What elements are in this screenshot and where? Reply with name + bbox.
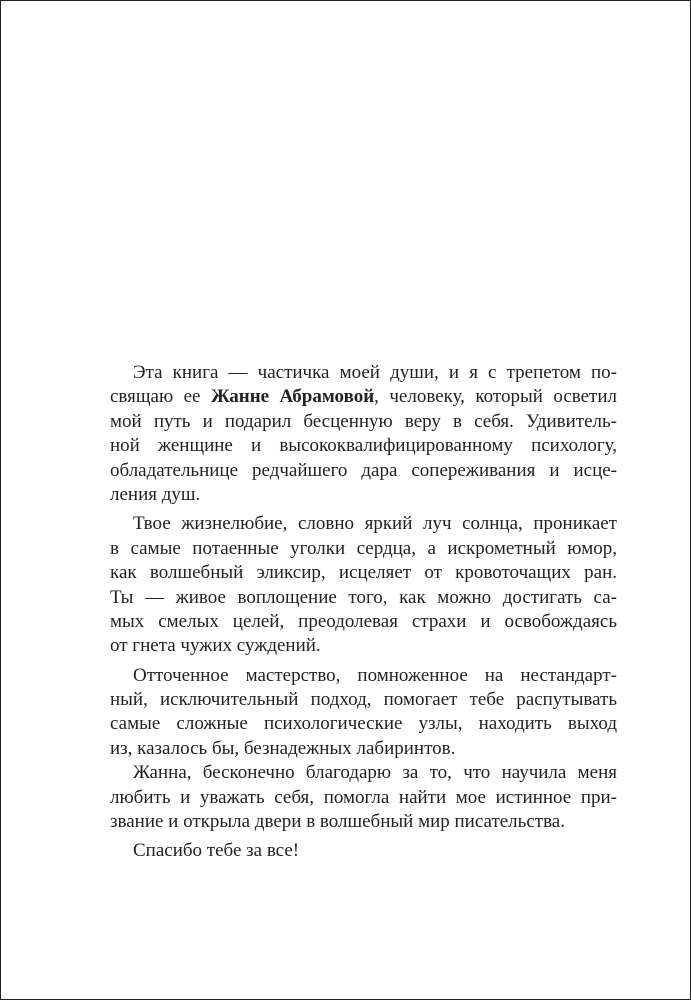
paragraph-line: Эта книга — частичка моей души, и я с трепетом по- (133, 362, 617, 383)
paragraph-line (110, 385, 617, 409)
paragraph-line: ления душ. (110, 483, 201, 505)
paragraph-line: любить и уважать себя, помогла найти мое истинное при- (110, 786, 617, 808)
dedication-paragraph-1 (110, 361, 617, 507)
line-text: свящаю ее (110, 386, 211, 408)
paragraph-line: мых смелых целей, преодолевая страхи и освобождаясь (110, 610, 617, 632)
paragraph-line: Отточенное мастерство, помноженное на нестандарт- (133, 664, 617, 686)
paragraph-line: Жанна, бесконечно благодарю за то, что научила меня (133, 762, 617, 784)
dedication-paragraph-2 (110, 512, 617, 658)
paragraph-line: звание и открыла двери в волшебный мир писательства. (110, 811, 565, 833)
paragraph-line: из, казалось бы, безнадежных лабиринтов. (110, 737, 456, 759)
paragraph-line: в самые потаенные уголки сердца, а искрометный юмор, (110, 537, 617, 559)
paragraph-line: ный, исключительный подход, помогает тебе распутывать (110, 689, 617, 711)
paragraph-line: как волшебный эликсир, исцеляет от кровоточащих ран. (110, 562, 617, 584)
paragraph-line: ной женщине и высококвалифицированному психологу, (110, 435, 617, 457)
paragraph-line: Спасибо тебе за все! (133, 840, 300, 862)
dedication-paragraph-3 (110, 664, 617, 762)
dedication-text (110, 361, 617, 864)
paragraph-line: обладательнице редчайшего дара сопереживания и исце- (110, 459, 617, 481)
paragraph-line: Твое жизнелюбие, словно яркий луч солнца, проникает (133, 513, 617, 535)
paragraph-line: Ты — живое воплощение того, как можно достигать са- (110, 586, 617, 608)
dedicatee-name: Жанне Абрамовой (210, 386, 375, 408)
paragraph-line: мой путь и подарил бесценную веру в себя. Удивитель- (110, 410, 617, 432)
dedication-paragraph-5 (110, 839, 617, 863)
paragraph-line: самые сложные психологические узлы, находить выход (110, 713, 617, 735)
line-text: , человеку, который осветил (374, 386, 617, 408)
dedication-paragraph-4 (110, 761, 617, 834)
paragraph-line: от гнета чужих суждений. (110, 635, 321, 657)
